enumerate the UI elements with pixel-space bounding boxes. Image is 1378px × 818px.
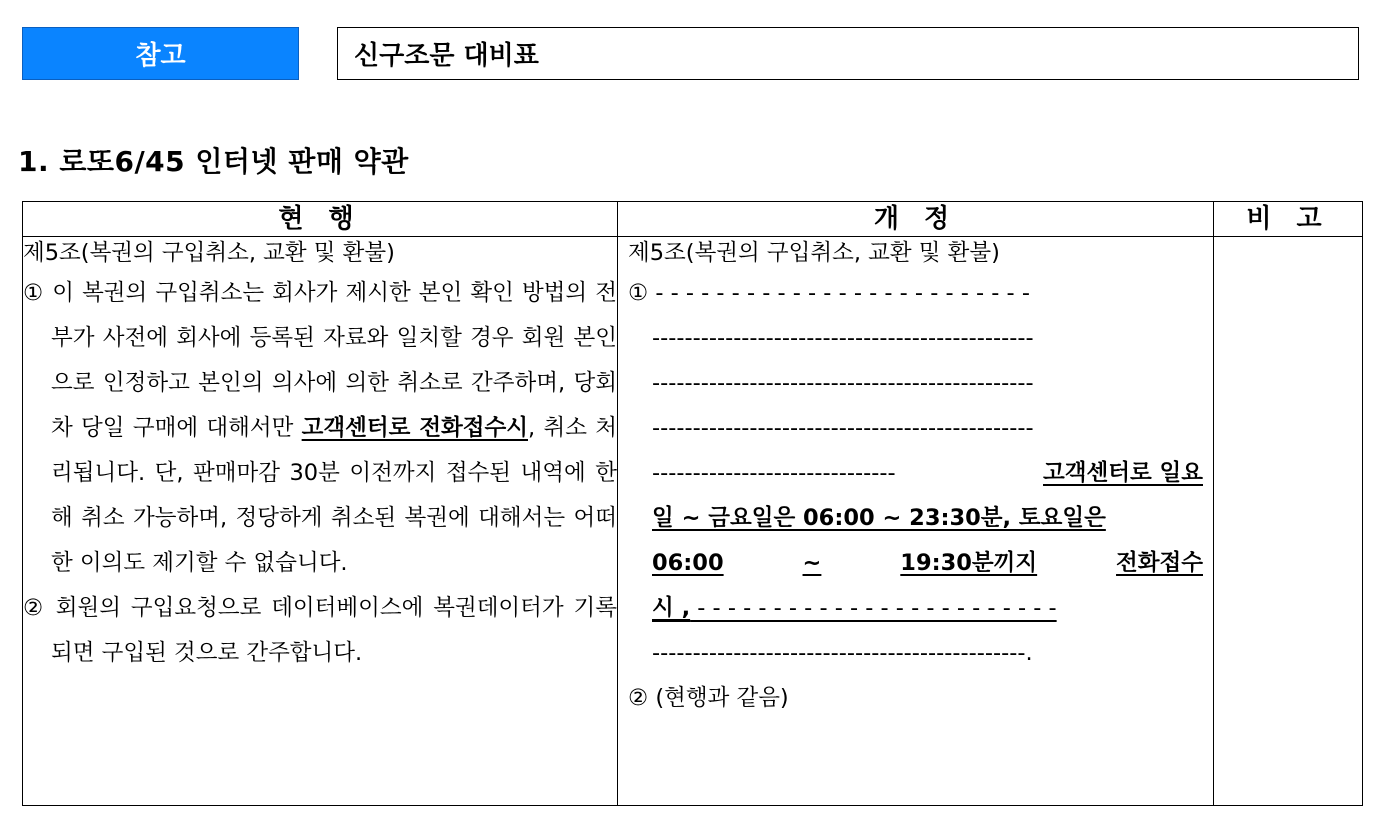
current-para1-text-a: ① 이 복권의 구입취소는 회사가 제시한 본인 확인 방법의 전부가 사전에 회사에 등록된 자료와 일치할 경우 회원 본인으로 인정하고 본인의 의사에 의한 취소로 간주하며, 당회차 당일 구매에 대해서만 bbox=[23, 280, 617, 441]
revised-line8-emphasis: 시 , bbox=[652, 595, 691, 621]
revised-line8-dashes: - - - - - - - - - - - - - - - - - - - - - - - - bbox=[690, 595, 1057, 621]
revised-line7-d: 전화접수 bbox=[1116, 550, 1203, 576]
revised-line-5 bbox=[628, 451, 1203, 496]
revised-line-6 bbox=[628, 496, 1203, 541]
section-heading: 1. 로또6/45 인터넷 판매 약관 bbox=[18, 145, 409, 178]
revised-line-7 bbox=[628, 541, 1203, 586]
revised-text-cell bbox=[618, 237, 1214, 806]
revised-line-3: ----------------------------------------------- bbox=[652, 370, 1034, 396]
remarks-cell bbox=[1214, 237, 1363, 806]
revised-line7-a: 06:00 bbox=[652, 550, 724, 576]
reference-badge: 참고 bbox=[22, 27, 299, 80]
column-header-revised: 개 정 bbox=[618, 202, 1214, 237]
revised-line-4: ----------------------------------------------- bbox=[652, 415, 1034, 441]
revised-line7-b: ~ bbox=[802, 550, 822, 576]
revised-line6-emphasis: 일 ~ 금요일은 06:00 ~ 23:30분, 토요일은 bbox=[652, 505, 1106, 531]
revised-article-title: 제5조(복권의 구입취소, 교환 및 환불) bbox=[628, 240, 1000, 266]
column-header-remarks: 비 고 bbox=[1214, 202, 1363, 237]
revised-paragraph-2: ② (현행과 같음) bbox=[628, 685, 789, 711]
current-para1-emphasis: 고객센터로 전화접수시 bbox=[301, 415, 528, 441]
revised-line7-c: 19:30분끼지 bbox=[900, 550, 1038, 576]
revised-line-2: ----------------------------------------------- bbox=[652, 325, 1034, 351]
revised-line-1: ① - - - - - - - - - - - - - - - - - - - - - - - - - bbox=[628, 280, 1030, 306]
document-title: 신구조문 대비표 bbox=[337, 27, 1359, 80]
revised-line5-emphasis: 고객센터로 일요 bbox=[1043, 460, 1203, 486]
current-paragraph-2: ② 회원의 구입요청으로 데이터베이스에 복권데이터가 기록되면 구입된 것으로 간주합니다. bbox=[23, 595, 617, 666]
current-article-title: 제5조(복권의 구입취소, 교환 및 환불) bbox=[23, 240, 395, 266]
current-para1-text-b: , 취소 처리됩니다. 단, 판매마감 30분 이전까지 접수된 내역에 한해 취소 가능하며, 정당하게 취소된 복권에 대해서는 어떠한 이의도 제기할 수 없습니다. bbox=[51, 415, 617, 576]
revised-line-8 bbox=[628, 586, 1203, 631]
column-header-current: 현 행 bbox=[23, 202, 618, 237]
current-paragraph-1 bbox=[23, 271, 617, 586]
revised-line5-dashes: ------------------------------ bbox=[652, 460, 896, 486]
comparison-table bbox=[22, 201, 1363, 806]
revised-line-9: ----------------------------------------------. bbox=[652, 640, 1033, 666]
current-text-cell bbox=[23, 237, 618, 806]
